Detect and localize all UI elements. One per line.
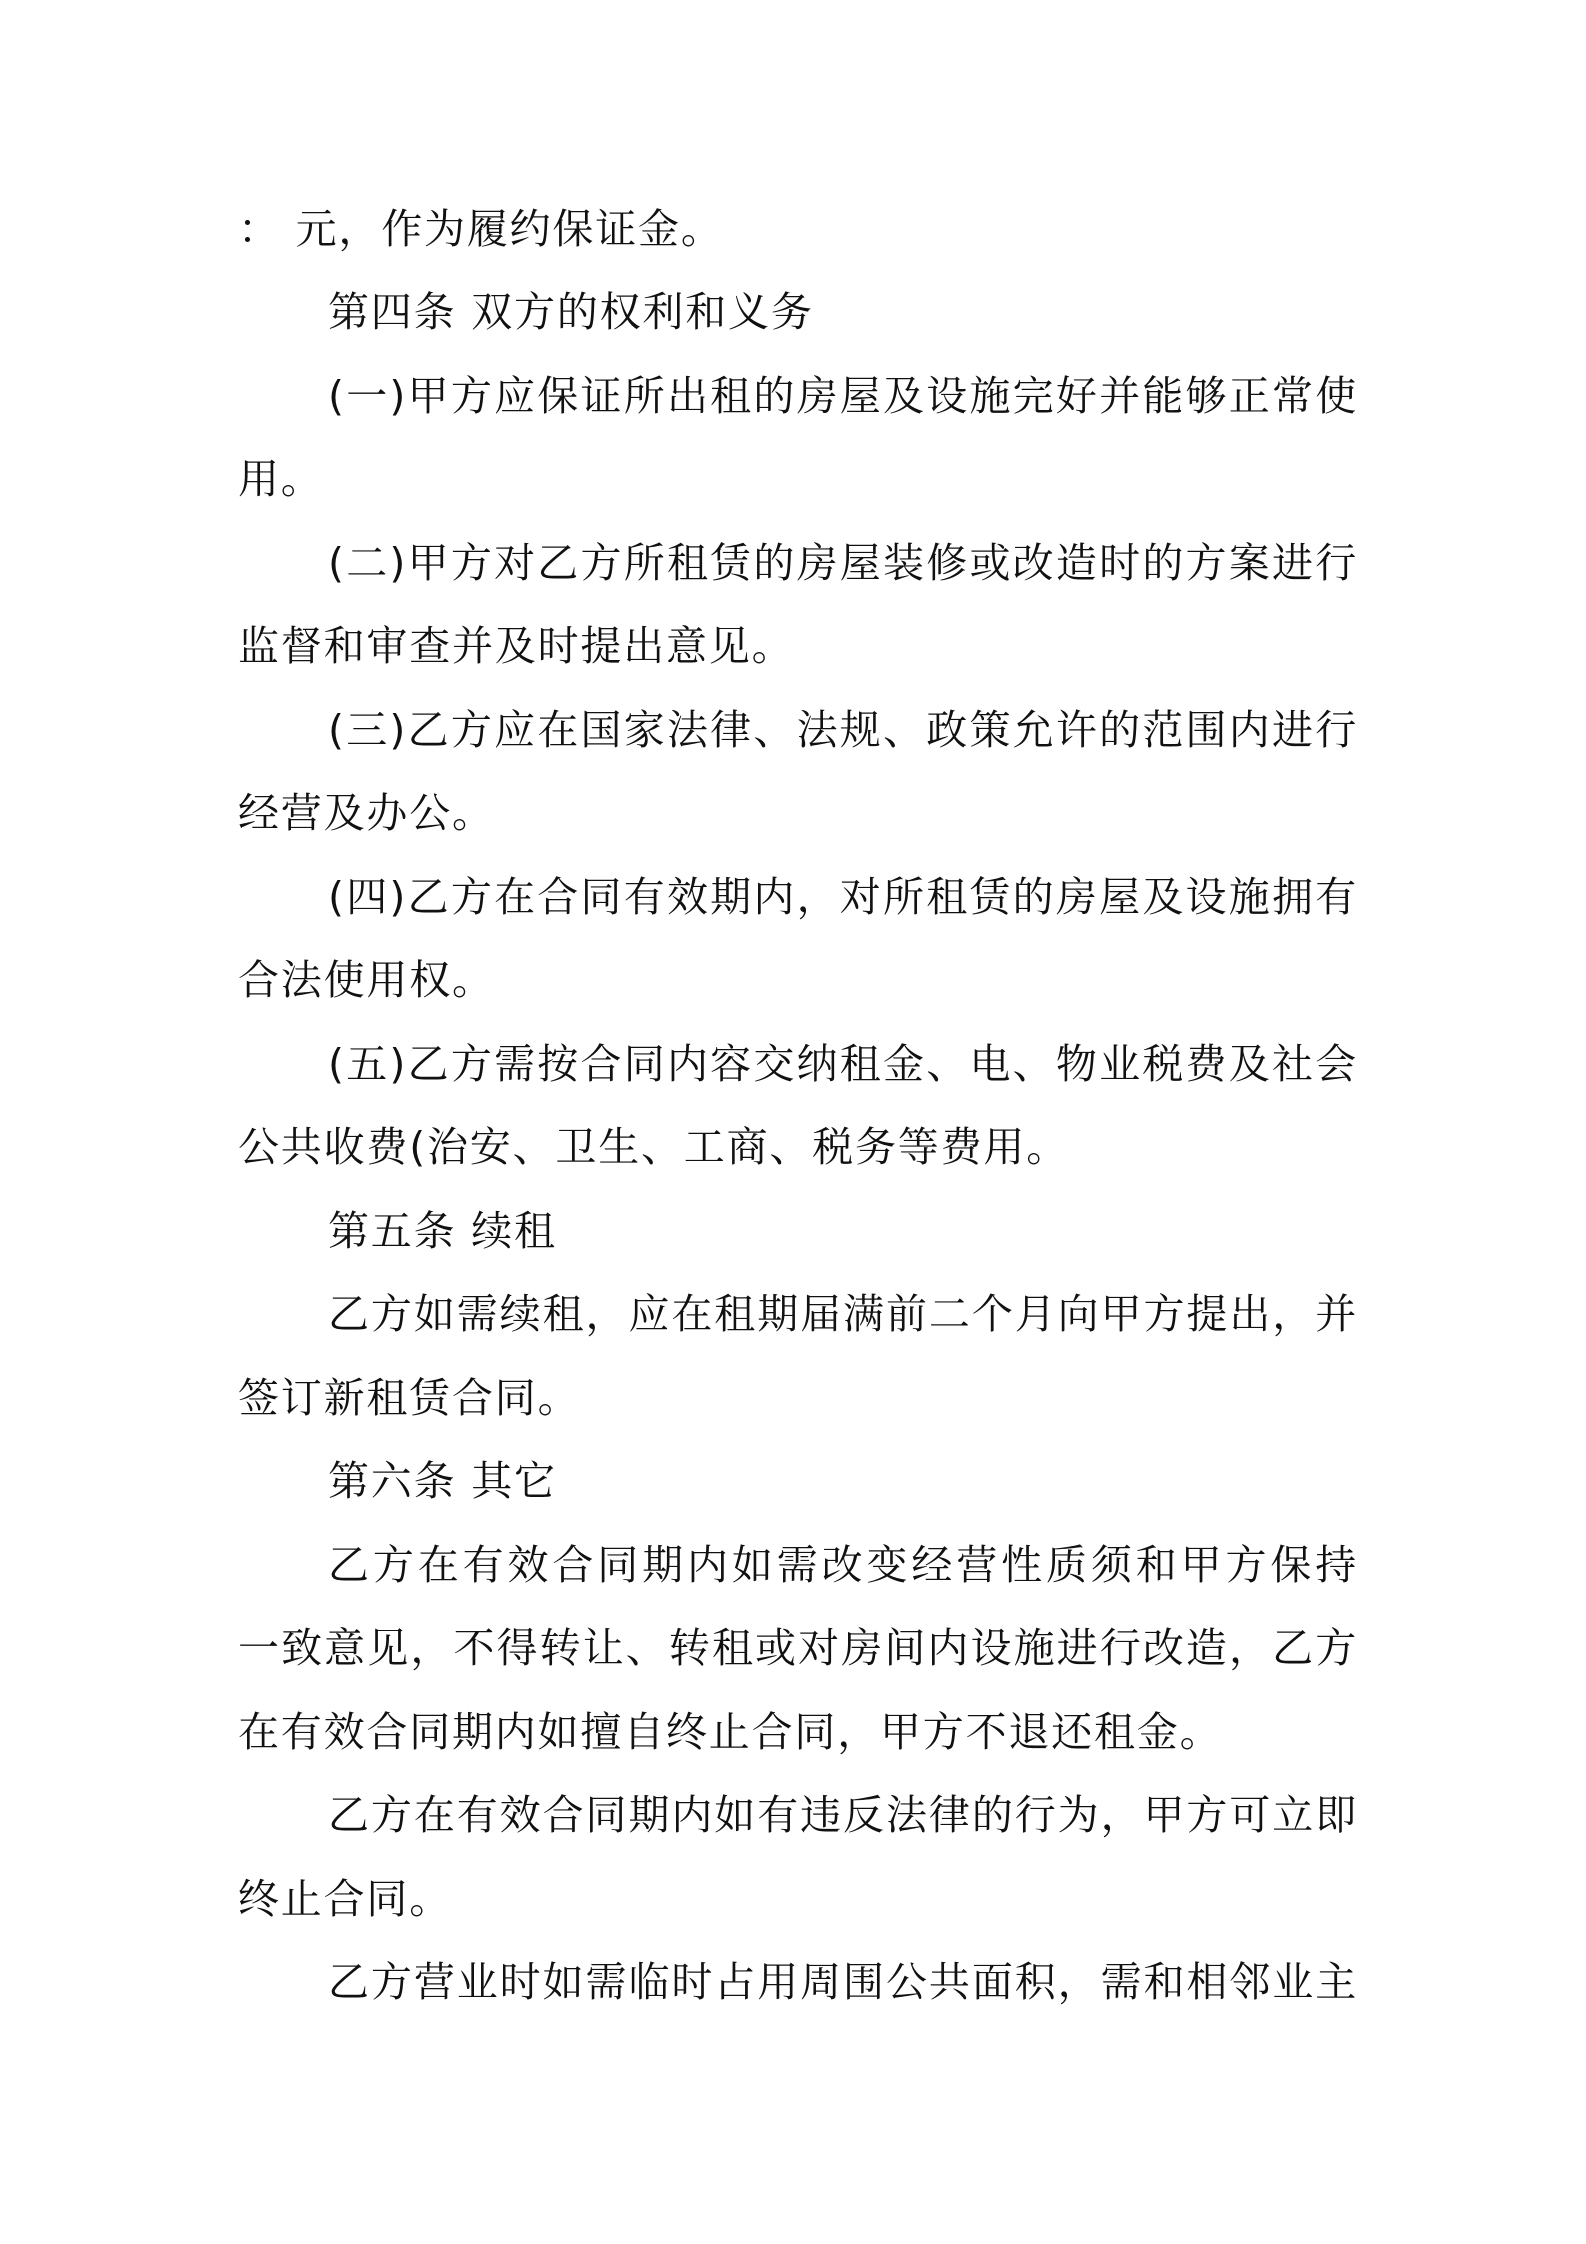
clause-4-1-line-2: 用。 — [238, 455, 324, 503]
article-6-para-1-line-1: 乙方在有效合同期内如需改变经营性质须和甲方保持 — [328, 1541, 1358, 1589]
clause-4-5-line-1: (五)乙方需按合同内容交纳租金、电、物业税费及社会 — [328, 1040, 1358, 1088]
article-6-para-1-line-3: 在有效合同期内如擅自终止合同，甲方不退还租金。 — [238, 1708, 1223, 1756]
clause-4-2-line-1: (二)甲方对乙方所租赁的房屋装修或改造时的方案进行 — [328, 539, 1358, 587]
article-5-line-1: 乙方如需续租，应在租期届满前二个月向甲方提出，并 — [328, 1290, 1358, 1338]
article-6-para-2-line-1: 乙方在有效合同期内如有违反法律的行为，甲方可立即 — [328, 1791, 1358, 1839]
text-line-deposit: ： 元，作为履约保证金。 — [238, 205, 724, 253]
clause-4-1-line-1: (一)甲方应保证所出租的房屋及设施完好并能够正常使 — [328, 372, 1358, 420]
clause-4-4-line-2: 合法使用权。 — [238, 956, 495, 1004]
clause-4-4-line-1: (四)乙方在合同有效期内，对所租赁的房屋及设施拥有 — [328, 873, 1358, 921]
article-4-heading: 第四条 双方的权利和义务 — [328, 288, 814, 336]
clause-4-3-line-1: (三)乙方应在国家法律、法规、政策允许的范围内进行 — [328, 706, 1358, 754]
clause-4-2-line-2: 监督和审查并及时提出意见。 — [238, 622, 795, 670]
article-6-para-1-line-2: 一致意见，不得转让、转租或对房间内设施进行改造，乙方 — [238, 1624, 1358, 1672]
article-6-para-2-line-2: 终止合同。 — [238, 1875, 452, 1923]
article-5-line-2: 签订新租赁合同。 — [238, 1374, 581, 1422]
article-5-heading: 第五条 续租 — [328, 1207, 557, 1255]
clause-4-5-line-2: 公共收费(治安、卫生、工商、税务等费用。 — [238, 1123, 1069, 1171]
article-6-heading: 第六条 其它 — [328, 1457, 557, 1505]
article-6-para-3-line-1: 乙方营业时如需临时占用周围公共面积，需和相邻业主 — [328, 1958, 1358, 2006]
clause-4-3-line-2: 经营及办公。 — [238, 789, 495, 837]
